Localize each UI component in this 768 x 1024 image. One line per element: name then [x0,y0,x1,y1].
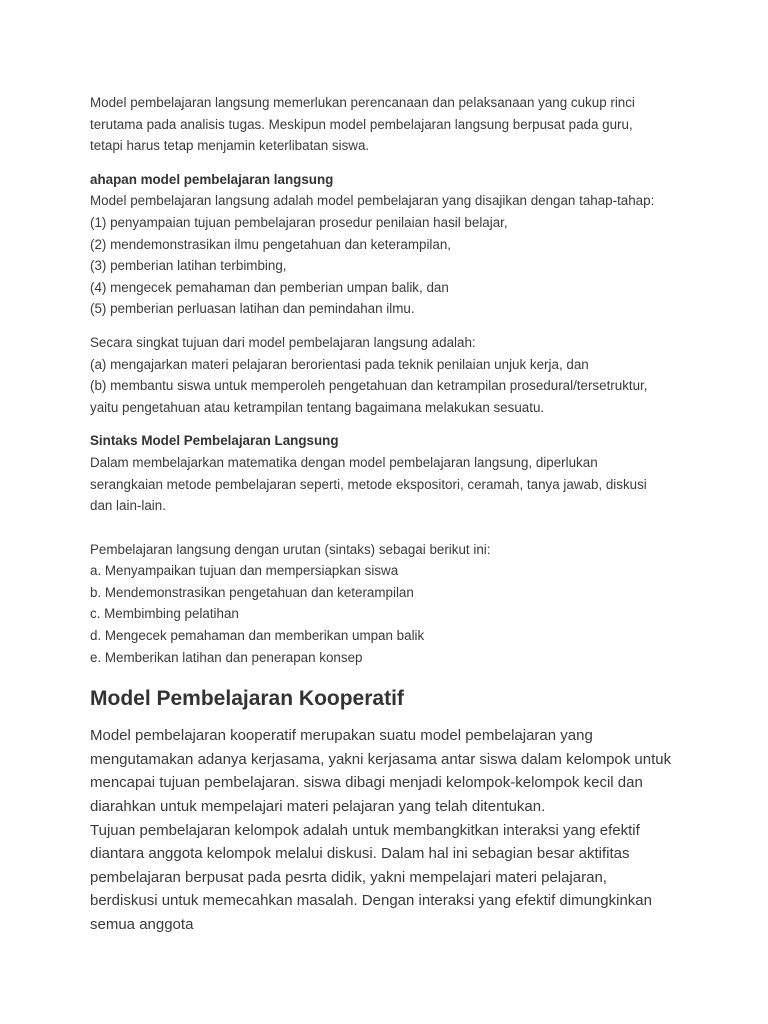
list-item: (a) mengajarkan materi pelajaran berorientasi pada teknik penilaian unjuk kerja, dan [90,356,589,372]
list-item: b. Mendemonstrasikan pengetahuan dan keterampilan [90,584,414,600]
text-line: berdiskusi untuk memecahkan masalah. Dengan interaksi yang efektif dimungkinkan [90,892,652,910]
text-line: mengutamakan adanya kerjasama, yakni kerjasama antar siswa dalam kelompok untuk [90,750,672,768]
text-line: Secara singkat tujuan dari model pembelajaran langsung adalah: [90,334,476,350]
text-line: diantara anggota kelompok melalui diskusi. Dalam hal ini sebagian besar aktifitas [90,845,630,863]
text-line: tetapi harus tetap menjamin keterlibatan siswa. [90,138,370,154]
text-line: yaitu pengetahuan atau ketrampilan tentang bagaimana melakukan sesuatu. [90,399,545,415]
intro-paragraph [90,92,680,157]
text-line: mencapai tujuan pembelajaran. siswa dibagi menjadi kelompok-kelompok kecil dan [90,774,643,792]
tahapan-section [90,169,680,320]
list-item: (1) penyampaian tujuan pembelajaran prosedur penilaian hasil belajar, [90,214,508,230]
list-item: c. Membimbing pelatihan [90,606,239,622]
list-item: d. Mengecek pemahaman dan memberikan umpan balik [90,628,425,644]
section-heading: Sintaks Model Pembelajaran Langsung [90,433,339,449]
text-line: terutama pada analisis tugas. Meskipun model pembelajaran langsung berpusat pada guru, [90,116,633,132]
section-heading: ahapan model pembelajaran langsung [90,171,334,187]
list-item: e. Memberikan latihan dan penerapan konsep [90,649,363,665]
text-line: pembelajaran berpusat pada pesrta didik, yakni mempelajari materi pelajaran, [90,868,607,886]
sintaks-section [90,430,680,516]
section-title: Model Pembelajaran Kooperatif [90,687,404,711]
text-line: semua anggota [90,916,194,933]
tujuan-paragraph [90,332,680,418]
text-line: serangkaian metode pembelajaran seperti, metode ekspositori, ceramah, tanya jawab, diskusi [90,476,647,492]
list-item: a. Menyampaikan tujuan dan mempersiapkan siswa [90,563,399,579]
list-item: (3) pemberian latihan terbimbing, [90,258,287,274]
text-line: Model pembelajaran langsung adalah model pembelajaran yang disajikan dengan tahap-tahap: [90,193,655,209]
list-item: (2) mendemonstrasikan ilmu pengetahuan dan keterampilan, [90,236,452,252]
text-line: dan lain-lain. [90,498,166,514]
list-item: (5) pemberian perluasan latihan dan pemindahan ilmu. [90,301,415,317]
text-line: Model pembelajaran langsung memerlukan perencanaan dan pelaksanaan yang cukup rinci [90,95,635,110]
text-line: Model pembelajaran kooperatif merupakan suatu model pembelajaran yang [90,727,593,745]
text-line: diarahkan untuk mempelajari materi pelajaran yang telah ditentukan. [90,798,546,816]
text-line: Tujuan pembelajaran kelompok adalah untuk membangkitkan interaksi yang efektif [90,821,640,839]
text-line: Dalam membelajarkan matematika dengan model pembelajaran langsung, diperlukan [90,454,598,470]
list-item: (4) mengecek pemahaman dan pemberian umpan balik, dan [90,279,449,295]
list-item: (b) membantu siswa untuk memperoleh pengetahuan dan ketrampilan prosedural/tersetruktur, [90,378,648,394]
list-intro: Pembelajaran langsung dengan urutan (sintaks) sebagai berikut ini: [90,541,491,557]
kooperatif-paragraph [90,724,680,936]
document-content [90,92,680,937]
sintaks-list [90,539,680,669]
